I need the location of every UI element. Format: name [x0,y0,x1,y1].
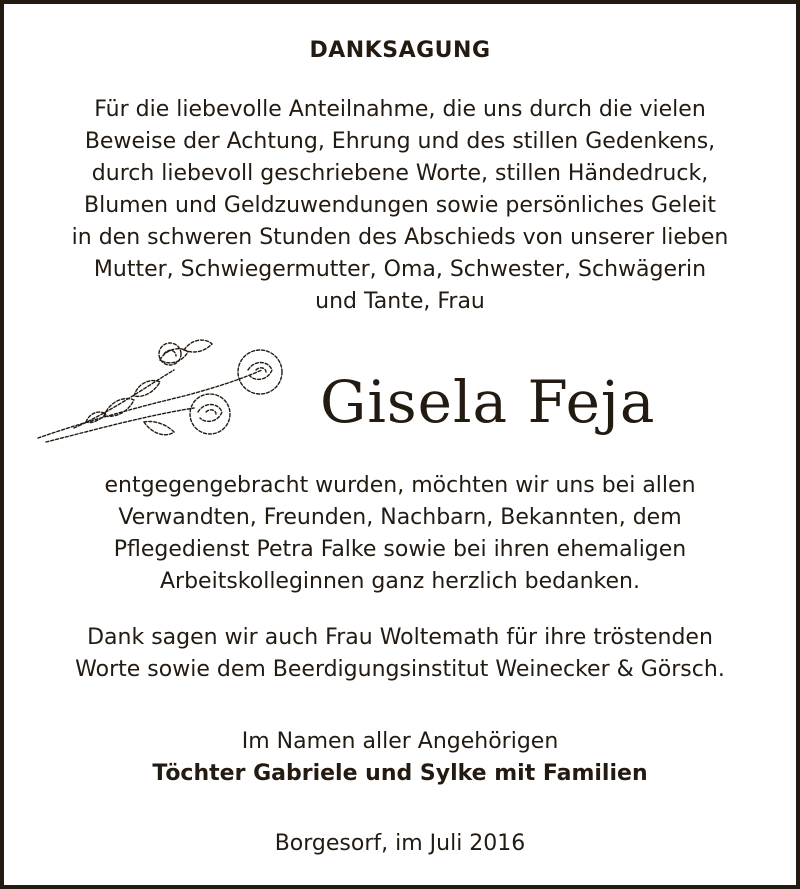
thanks-line: entgegengebracht wurden, möchten wir uns bei allen [104,473,696,498]
signature-signers: Töchter Gabriele und Sylke mit Familien [152,761,648,786]
place-date: Borgesorf, im Juli 2016 [274,831,526,856]
intro-line: und Tante, Frau [315,289,485,314]
thanks-line: Verwandten, Freunden, Nachbarn, Bekannten, dem [118,505,682,530]
intro-line: durch liebevoll geschriebene Worte, stillen Händedruck, [91,161,709,186]
intro-text [4,94,796,318]
intro-line: in den schweren Stunden des Abschieds von unserer lieben [71,225,729,250]
rose-illustration [34,330,289,455]
signature-block [4,726,796,790]
thanks-line: Pflegedienst Petra Falke sowie bei ihren ehemaligen [113,537,687,562]
heading: DANKSAGUNG [309,38,491,63]
additional-line: Dank sagen wir auch Frau Woltemath für ihre tröstenden [87,625,713,650]
intro-line: Blumen und Geldzuwendungen sowie persönliches Geleit [84,193,716,218]
intro-line: Beweise der Achtung, Ehrung und des stillen Gedenkens, [84,129,716,154]
signature-preamble: Im Namen aller Angehörigen [241,729,559,754]
thanks-text [4,470,796,598]
intro-line: Mutter, Schwiegermutter, Oma, Schwester, Schwägerin [93,257,707,282]
additional-thanks [4,622,796,686]
thanks-line: Arbeitskolleginnen ganz herzlich bedanken. [160,569,640,594]
additional-line: Worte sowie dem Beerdigungsinstitut Weinecker & Görsch. [75,657,725,682]
deceased-name: Gisela Feja [320,368,656,436]
intro-line: Für die liebevolle Anteilnahme, die uns durch die vielen [94,97,706,122]
